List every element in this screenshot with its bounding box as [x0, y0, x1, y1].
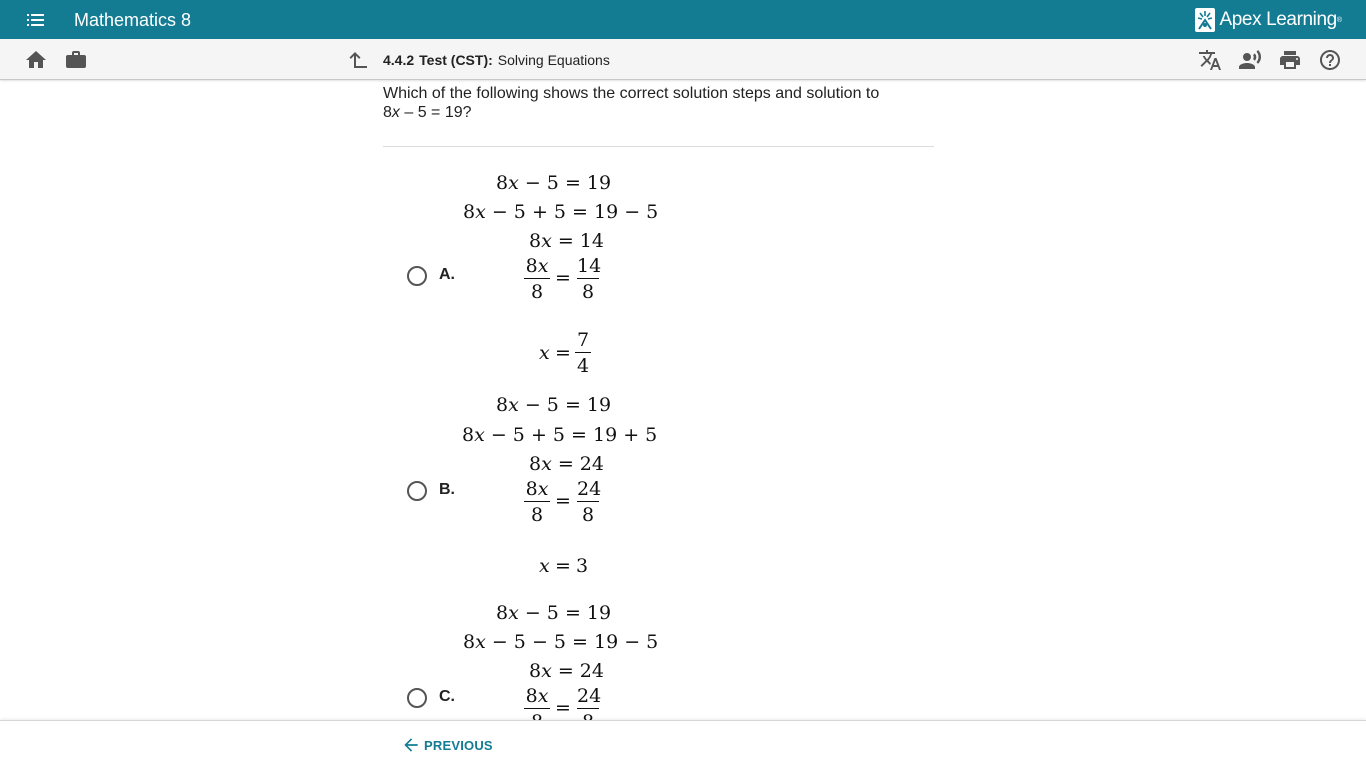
question-coefficient: 8	[383, 104, 392, 121]
question-text-line2	[383, 103, 923, 122]
question-text-line1: Which of the following shows the correct solution steps and solution to	[383, 85, 880, 102]
arrow-left-icon	[401, 735, 421, 755]
choice-letter: C.	[439, 688, 455, 705]
brand-logo	[1194, 6, 1342, 34]
brand-name: Apex Learning	[1219, 9, 1337, 30]
equals-sign: =	[555, 555, 571, 577]
question-prompt	[383, 84, 923, 122]
question-content	[0, 80, 1366, 720]
solution-fraction: 7 4	[576, 329, 590, 377]
fraction-rhs: 24 8	[577, 478, 602, 526]
divider	[383, 146, 934, 147]
previous-button[interactable]	[401, 734, 493, 756]
fraction-lhs: 8x	[525, 685, 549, 707]
solution-lhs: x	[539, 555, 550, 577]
briefcase-icon[interactable]	[64, 48, 88, 72]
print-icon[interactable]	[1278, 48, 1302, 72]
radio-button-a[interactable]	[407, 266, 427, 286]
menu-icon[interactable]	[24, 8, 48, 32]
text-to-speech-icon[interactable]	[1238, 48, 1262, 72]
activity-toolbar	[0, 39, 1366, 80]
activity-number: 4.4.2	[383, 52, 415, 68]
previous-label: PREVIOUS	[424, 737, 493, 753]
breadcrumb	[383, 51, 610, 69]
solution-step: 8x = 24	[529, 453, 604, 475]
activity-type: Test (CST):	[419, 52, 493, 68]
radio-button-c[interactable]	[407, 688, 427, 708]
solution-step: 8x − 5 + 5 = 19 − 5	[463, 201, 659, 223]
solution-step: 8x − 5 − 5 = 19 − 5	[463, 631, 659, 653]
equals-sign: =	[555, 697, 571, 719]
fraction-rhs: 24	[577, 685, 602, 707]
question-variable: x	[391, 104, 400, 121]
solution-step: 8x − 5 = 19	[496, 394, 612, 416]
brand-trademark: ®	[1336, 16, 1342, 24]
solution-step: 8x − 5 = 19	[496, 602, 612, 624]
home-icon[interactable]	[24, 48, 48, 72]
choice-letter: A.	[439, 266, 455, 283]
solution-step: 8x − 5 + 5 = 19 + 5	[462, 424, 658, 446]
radio-button-b[interactable]	[407, 481, 427, 501]
app-header	[0, 0, 1366, 39]
fraction-lhs: 8x 8	[525, 478, 549, 526]
solution-lhs: x	[539, 342, 550, 364]
back-up-icon[interactable]	[346, 48, 370, 72]
solution-step: 8x = 14	[529, 230, 604, 252]
choice-letter: B.	[439, 481, 455, 498]
navigation-footer	[0, 720, 1366, 768]
solution-step: 8x = 24	[529, 660, 604, 682]
help-icon[interactable]	[1318, 48, 1342, 72]
fraction-lhs: 8x 8	[525, 255, 549, 303]
solution-step: 8x − 5 = 19	[496, 172, 612, 194]
equals-sign: =	[555, 490, 571, 512]
translate-icon[interactable]	[1198, 48, 1222, 72]
activity-name: Solving Equations	[497, 52, 610, 68]
apex-logo-icon	[1194, 7, 1216, 33]
equals-sign: =	[555, 342, 571, 364]
fraction-rhs: 14 8	[577, 255, 602, 303]
equals-sign: =	[555, 267, 571, 289]
course-title: Mathematics 8	[74, 10, 192, 30]
question-equation-rest: – 5 = 19?	[399, 104, 472, 121]
solution-rhs: 3	[576, 555, 589, 577]
